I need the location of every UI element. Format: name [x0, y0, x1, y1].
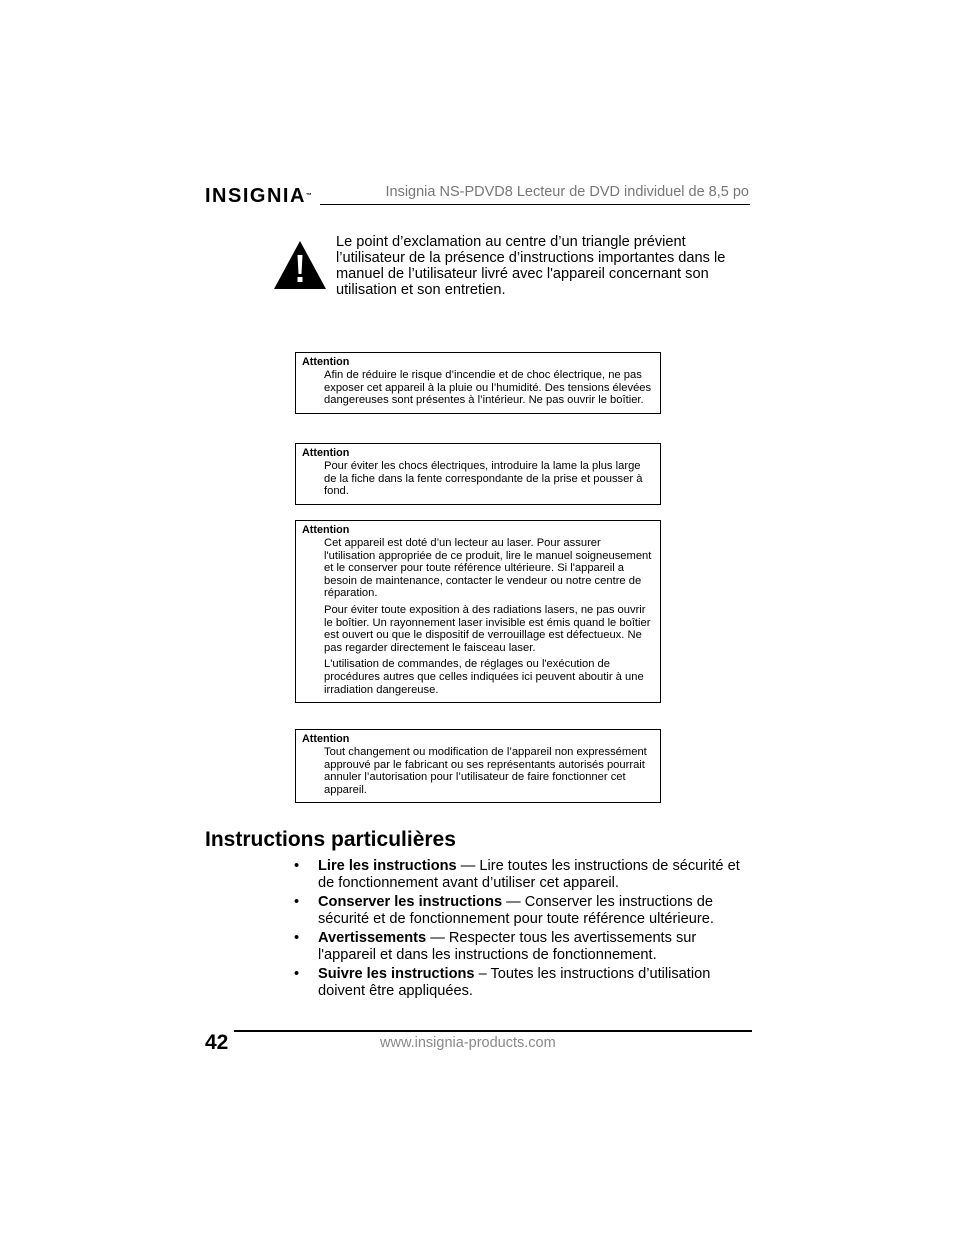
bullet-icon: • — [294, 966, 300, 982]
brand-logo — [205, 184, 312, 208]
attention-paragraph: Pour éviter les chocs électriques, introduire la lame la plus large de la fiche dans la fente correspondante de la prise et pousser à fond. — [324, 460, 643, 498]
bullet-icon: • — [294, 858, 300, 874]
list-item-text: — Conserver les instructions de sécurité et de fonctionnement pour toute référence ultérieure. — [318, 894, 714, 927]
attention-body — [324, 460, 652, 498]
footer-rule — [234, 1030, 752, 1032]
exclamation-triangle-icon — [273, 240, 327, 290]
attention-paragraph: Pour éviter toute exposition à des radiations lasers, ne pas ouvrir le boîtier. Un rayonnement laser invisible est émis quand le boîtier est ouvert ou que le dispositif de verrouillage est défectueux. Ne pas regarder directement le faisceau laser. — [324, 603, 651, 654]
list-item-text: – Toutes les instructions d’utilisation doivent être appliquées. — [318, 966, 711, 999]
attention-paragraph: Afin de réduire le risque d’incendie et de choc électrique, ne pas exposer cet appareil à la pluie ou l’humidité. Des tensions élevées dangereuses sont présentes à l’intérieur. Ne pas ouvrir le boîtier. — [324, 369, 652, 407]
section-title: Instructions particulières — [205, 828, 456, 851]
list-item — [294, 894, 752, 927]
instructions-list — [294, 858, 752, 1002]
attention-body — [324, 537, 652, 696]
warning-description: Le point d’exclamation au centre d’un triangle prévient l’utilisateur de la présence d’instructions importantes dans le manuel de l’utilisateur livré avec l'appareil concernant son utilisation et son entretien. — [336, 234, 726, 298]
attention-body — [324, 746, 652, 796]
list-item — [294, 966, 752, 999]
attention-box — [295, 443, 661, 505]
list-item-term: Lire les instructions — [318, 858, 457, 874]
attention-body — [324, 369, 652, 407]
list-item — [294, 930, 752, 963]
list-item — [294, 858, 752, 891]
header-title: Insignia NS-PDVD8 Lecteur de DVD individuel de 8,5 po — [385, 184, 749, 200]
attention-paragraph: Tout changement ou modification de l’appareil non expressément approuvé par le fabricant ou ses représentants autorisés pourrait annuler l’autorisation pour l’utilisateur de faire fonctionner cet appareil. — [324, 746, 647, 796]
bullet-icon: • — [294, 894, 300, 910]
footer-url: www.insignia-products.com — [380, 1035, 556, 1051]
attention-box — [295, 729, 661, 803]
brand-name: INSIGNIA — [205, 185, 306, 207]
attention-title: Attention — [302, 447, 350, 459]
trademark-mark: ™ — [305, 193, 312, 199]
list-item-text: — Lire toutes les instructions de sécurité et de fonctionnement avant d’utiliser cet appareil. — [318, 858, 740, 891]
list-item-term: Avertissements — [318, 930, 427, 946]
list-item-term: Conserver les instructions — [318, 894, 503, 910]
attention-title: Attention — [302, 733, 350, 745]
attention-title: Attention — [302, 524, 350, 536]
bullet-icon: • — [294, 930, 300, 946]
attention-title: Attention — [302, 356, 350, 368]
page-number: 42 — [205, 1031, 229, 1054]
header-rule — [320, 204, 750, 205]
list-item-text: — Respecter tous les avertissements sur l'appareil et dans les instructions de fonctionnement. — [318, 930, 697, 963]
attention-box — [295, 352, 661, 414]
attention-paragraph: Cet appareil est doté d’un lecteur au laser. Pour assurer l'utilisation appropriée de ce produit, lire le manuel soigneusement et le conserver pour toute référence ultérieure. Si l'appareil a besoin de maintenance, contacter le vendeur ou notre centre de réparation. — [324, 537, 652, 600]
list-item-term: Suivre les instructions — [318, 966, 475, 982]
attention-paragraph: L'utilisation de commandes, de réglages ou l'exécution de procédures autres que celles indiquées ici peuvent aboutir à une irradiation dangereuse. — [324, 658, 644, 696]
attention-box — [295, 520, 661, 703]
